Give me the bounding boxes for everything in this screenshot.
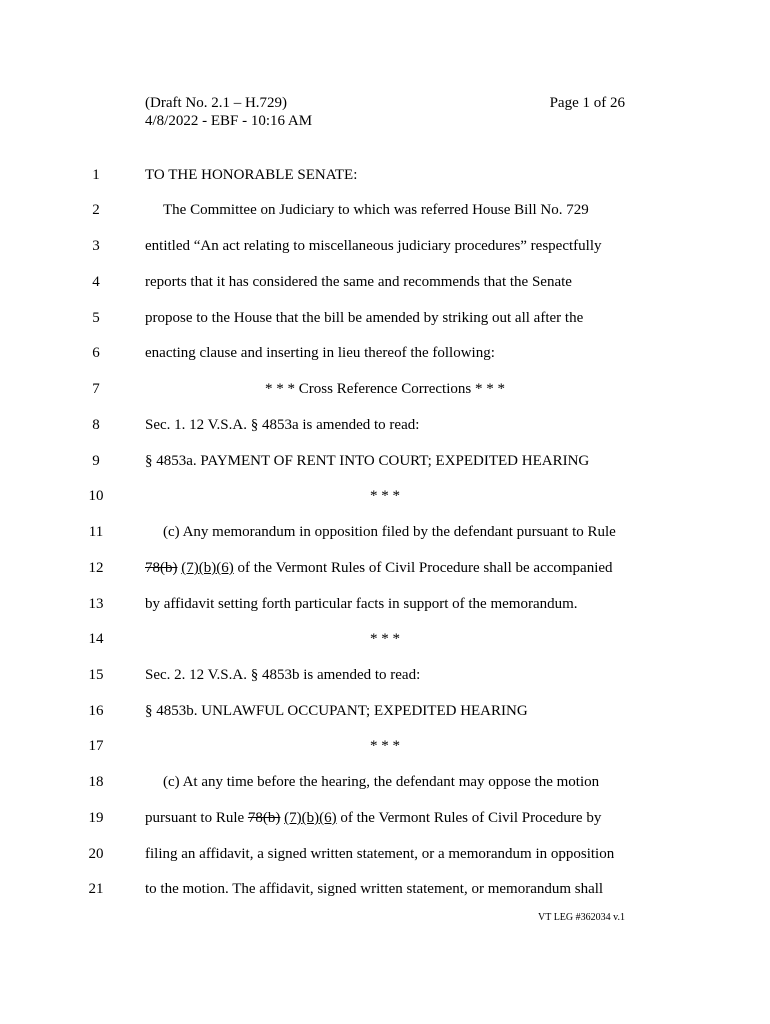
line-text: filing an affidavit, a signed written statement, or a memorandum in opposition <box>145 846 615 862</box>
struck-text: 78(b) <box>247 810 281 826</box>
omission-marker: * * * <box>370 631 400 647</box>
line-number: 1 <box>92 167 100 183</box>
line-text-rest: of the Vermont Rules of Civil Procedure shall be accompanied <box>233 560 613 576</box>
line-text: entitled “An act relating to miscellaneous judiciary procedures” respectfully <box>145 238 602 254</box>
struck-text: 78(b) <box>145 560 178 576</box>
line-number: 9 <box>92 453 100 469</box>
line-text: Sec. 2. 12 V.S.A. § 4853b is amended to read: <box>145 667 421 683</box>
line-text: reports that it has considered the same and recommends that the Senate <box>145 274 572 290</box>
section-heading: * * * Cross Reference Corrections * * * <box>265 381 505 397</box>
line-number: 18 <box>88 774 104 790</box>
line-number: 15 <box>88 667 104 683</box>
line-text <box>145 559 613 577</box>
line-number: 7 <box>92 381 100 397</box>
line-text <box>145 809 601 827</box>
line-number: 12 <box>88 560 104 576</box>
line-number: 19 <box>88 810 104 826</box>
line-number: 10 <box>88 488 104 504</box>
line-number: 14 <box>88 631 104 647</box>
omission-marker: * * * <box>370 488 400 504</box>
document-id: VT LEG #362034 v.1 <box>538 912 625 923</box>
line-number: 3 <box>92 238 100 254</box>
line-text-pre: pursuant to Rule <box>145 810 248 826</box>
line-text: to the motion. The affidavit, signed written statement, or memorandum shall <box>145 881 604 897</box>
statute-heading: § 4853b. UNLAWFUL OCCUPANT; EXPEDITED HEARING <box>145 703 528 719</box>
inserted-text: (7)(b)(6) <box>181 560 234 576</box>
line-text: propose to the House that the bill be amended by striking out all after the <box>145 310 584 326</box>
omission-marker: * * * <box>370 738 400 754</box>
line-number: 2 <box>92 202 100 218</box>
page-number: Page 1 of 26 <box>549 95 625 111</box>
line-number: 5 <box>92 310 100 326</box>
line-number: 21 <box>88 881 104 897</box>
line-text: (c) At any time before the hearing, the defendant may oppose the motion <box>163 774 600 790</box>
line-text: TO THE HONORABLE SENATE: <box>145 167 358 183</box>
line-text-rest: of the Vermont Rules of Civil Procedure by <box>336 810 602 826</box>
line-text: (c) Any memorandum in opposition filed by the defendant pursuant to Rule <box>163 524 616 540</box>
line-number: 20 <box>88 846 104 862</box>
line-text: enacting clause and inserting in lieu thereof the following: <box>145 345 495 361</box>
line-number: 4 <box>92 274 100 290</box>
line-text: Sec. 1. 12 V.S.A. § 4853a is amended to read: <box>145 417 420 433</box>
statute-heading: § 4853a. PAYMENT OF RENT INTO COURT; EXPEDITED HEARING <box>145 453 590 469</box>
line-number: 16 <box>88 703 104 719</box>
line-text: by affidavit setting forth particular facts in support of the memorandum. <box>145 596 578 612</box>
draft-number: (Draft No. 2.1 – H.729) <box>145 95 288 111</box>
line-number: 6 <box>92 345 100 361</box>
line-number: 11 <box>88 524 104 540</box>
line-text: The Committee on Judiciary to which was referred House Bill No. 729 <box>163 202 589 218</box>
line-number: 13 <box>88 596 104 612</box>
line-number: 8 <box>92 417 100 433</box>
draft-date: 4/8/2022 - EBF - 10:16 AM <box>145 113 313 129</box>
line-number: 17 <box>88 738 104 754</box>
inserted-text: (7)(b)(6) <box>284 810 337 826</box>
